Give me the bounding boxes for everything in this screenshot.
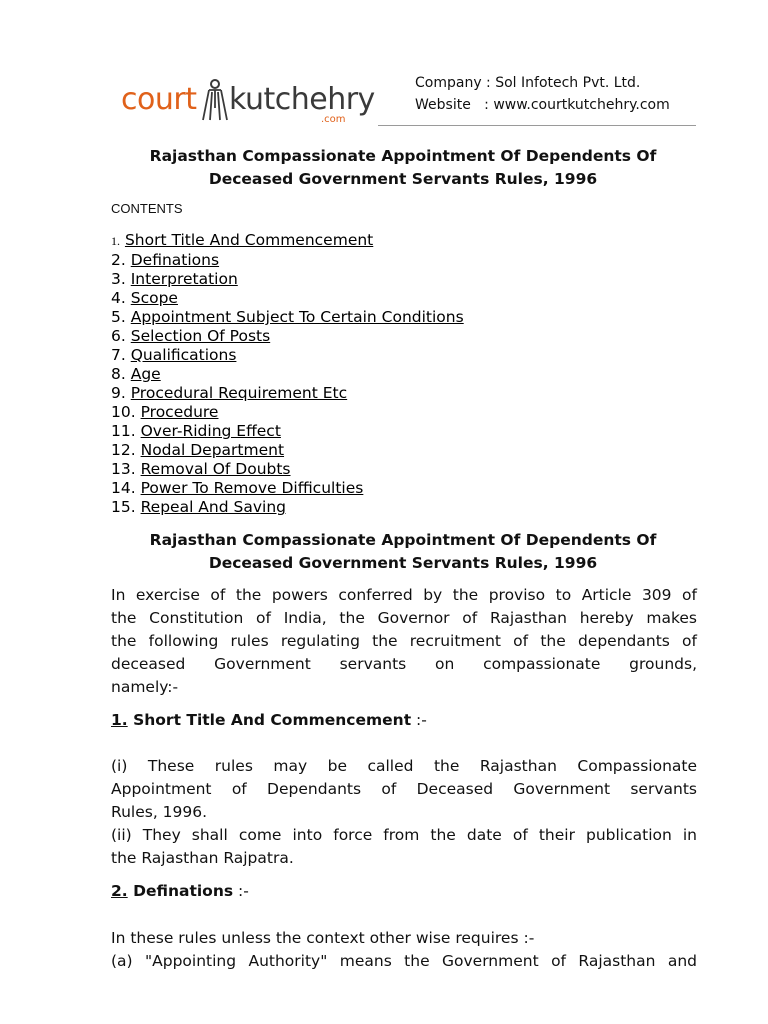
title-line-1: Rajasthan Compassionate Appointment Of Dependents Of <box>149 147 657 165</box>
text-line: namely:- <box>111 678 179 696</box>
toc-item <box>111 403 464 422</box>
toc-link-definations[interactable]: Definations <box>130 251 220 269</box>
toc-link-appointment-conditions[interactable]: Appointment Subject To Certain Conditions <box>130 308 464 326</box>
section-title <box>90 529 716 575</box>
toc-number: 7. <box>111 346 126 364</box>
toc-item <box>111 251 464 270</box>
intro-paragraph <box>111 584 697 699</box>
text-line: the Rajasthan Rajpatra. <box>111 849 294 867</box>
toc-item <box>111 270 464 289</box>
toc-number: 2. <box>111 251 126 269</box>
toc-item <box>111 498 464 517</box>
company-line: Company : Sol Infotech Pvt. Ltd. <box>415 75 641 91</box>
text-line: (i) These rules may be called the Rajasthan Compassionate <box>111 757 697 775</box>
toc-item <box>111 231 464 251</box>
section-2-body <box>111 927 697 973</box>
toc-item <box>111 327 464 346</box>
toc-item <box>111 441 464 460</box>
title-line-1: Rajasthan Compassionate Appointment Of Dependents Of <box>149 531 657 549</box>
logo-kutchehry-text: kutchehry <box>229 82 375 117</box>
toc-item <box>111 346 464 365</box>
table-of-contents <box>111 231 464 517</box>
text-line: In these rules unless the context other wise requires :- <box>111 929 535 947</box>
toc-number: 15. <box>111 498 136 516</box>
toc-item <box>111 365 464 384</box>
section-heading-text: Short Title And Commencement <box>127 711 412 729</box>
title-line-2: Deceased Government Servants Rules, 1996 <box>208 170 598 188</box>
logo-com-text: .com <box>321 114 346 125</box>
toc-link-qualifications[interactable]: Qualifications <box>130 346 237 364</box>
section-heading-tail: :- <box>411 711 427 729</box>
toc-number: 10. <box>111 403 136 421</box>
toc-number: 13. <box>111 460 136 478</box>
toc-link-over-riding-effect[interactable]: Over-Riding Effect <box>140 422 281 440</box>
text-line: the Constitution of India, the Governor of Rajasthan hereby makes <box>111 609 697 627</box>
toc-link-scope[interactable]: Scope <box>130 289 178 307</box>
toc-link-repeal-and-saving[interactable]: Repeal And Saving <box>140 498 286 516</box>
contents-label: CONTENTS <box>111 201 183 216</box>
document-title <box>90 145 716 191</box>
toc-link-short-title[interactable]: Short Title And Commencement <box>124 231 374 249</box>
toc-link-procedure[interactable]: Procedure <box>140 403 219 421</box>
text-line: (ii) They shall come into force from the date of their publication in <box>111 826 697 844</box>
toc-item <box>111 479 464 498</box>
text-line: deceased Government servants on compassionate grounds, <box>111 655 697 673</box>
company-info <box>415 72 670 116</box>
section-heading-text: Definations <box>127 882 234 900</box>
header-divider <box>378 125 696 126</box>
toc-link-procedural-requirement[interactable]: Procedural Requirement Etc <box>130 384 348 402</box>
toc-number: 6. <box>111 327 126 345</box>
toc-item <box>111 422 464 441</box>
logo-court-text: court <box>121 82 197 117</box>
website-line: Website : www.courtkutchehry.com <box>415 97 670 113</box>
courtkutchehry-logo <box>121 78 381 128</box>
toc-number: 8. <box>111 365 126 383</box>
section-1-body <box>111 755 697 870</box>
section-1-heading <box>111 711 427 729</box>
text-line: In exercise of the powers conferred by the proviso to Article 309 of <box>111 586 697 604</box>
toc-item <box>111 384 464 403</box>
title-line-2: Deceased Government Servants Rules, 1996 <box>208 554 598 572</box>
toc-link-selection-of-posts[interactable]: Selection Of Posts <box>130 327 271 345</box>
text-line: (a) "Appointing Authority" means the Government of Rajasthan and <box>111 952 697 970</box>
text-line: Rules, 1996. <box>111 803 208 821</box>
toc-link-nodal-department[interactable]: Nodal Department <box>140 441 285 459</box>
toc-number: 14. <box>111 479 136 497</box>
text-line: Appointment of Dependants of Deceased Government servants <box>111 780 697 798</box>
toc-item <box>111 308 464 327</box>
toc-number: 3. <box>111 270 126 288</box>
toc-link-removal-of-doubts[interactable]: Removal Of Doubts <box>140 460 291 478</box>
toc-item <box>111 460 464 479</box>
toc-item <box>111 289 464 308</box>
section-number[interactable]: 1. <box>111 711 128 729</box>
toc-link-age[interactable]: Age <box>130 365 161 383</box>
toc-number: 1. <box>111 234 120 248</box>
toc-number: 5. <box>111 308 126 326</box>
toc-link-remove-difficulties[interactable]: Power To Remove Difficulties <box>140 479 364 497</box>
toc-link-interpretation[interactable]: Interpretation <box>130 270 238 288</box>
section-number[interactable]: 2. <box>111 882 128 900</box>
section-heading-tail: :- <box>233 882 249 900</box>
text-line: the following rules regulating the recruitment of the dependants of <box>111 632 697 650</box>
section-2-heading <box>111 882 249 900</box>
toc-number: 12. <box>111 441 136 459</box>
toc-number: 11. <box>111 422 136 440</box>
toc-number: 9. <box>111 384 126 402</box>
toc-number: 4. <box>111 289 126 307</box>
lawyer-figure-icon <box>199 78 229 122</box>
